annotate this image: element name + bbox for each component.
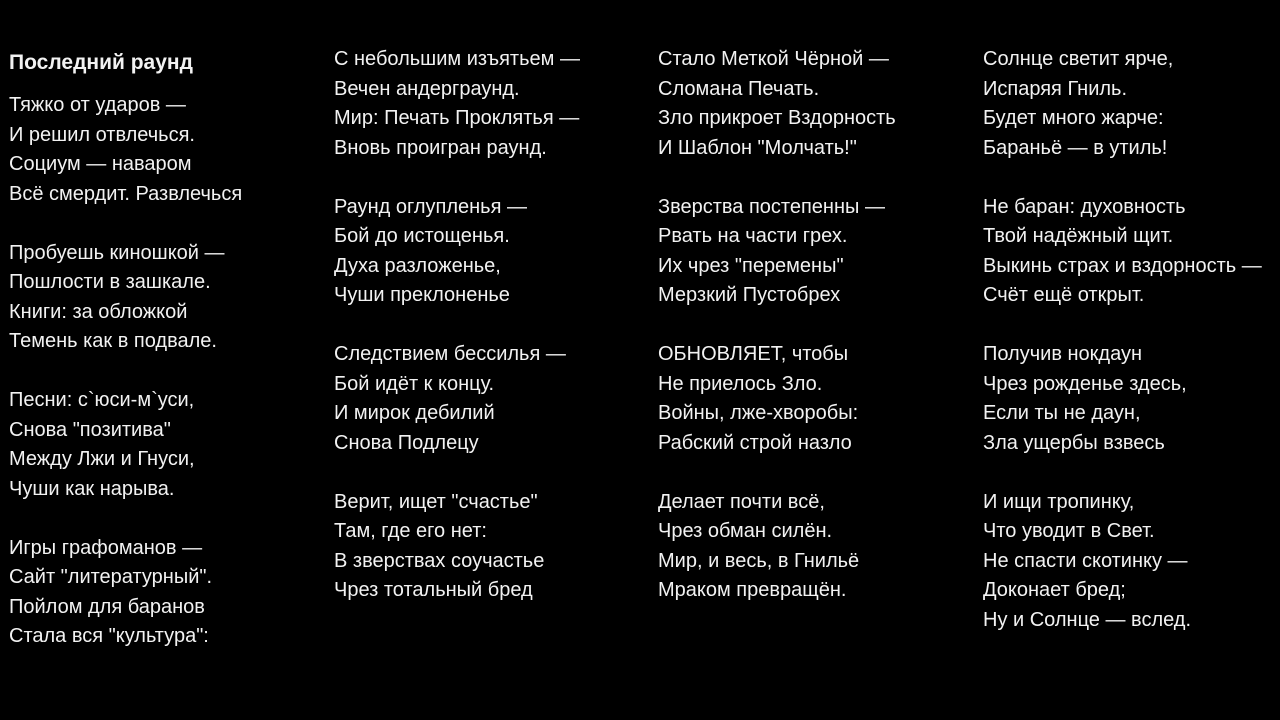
poem-line: Не приелось Зло. — [658, 372, 823, 395]
poem-line: Социум — наваром — [9, 153, 192, 175]
poem-stanza — [658, 340, 978, 458]
poem-column-3 — [658, 47, 978, 635]
poem-line: Пошлости в зашкале. — [9, 271, 211, 293]
poem-stanza — [9, 386, 329, 504]
poem-line: Пробуешь киношкой — — [9, 241, 225, 264]
poem-line: И ищи тропинку, — [983, 490, 1135, 513]
poem-stanza — [983, 193, 1280, 311]
poem-line: В зверствах соучастье — [334, 549, 545, 572]
poem-line: Испаряя Гниль. — [983, 77, 1128, 100]
poem-line: Мир, и весь, в Гнильё — [658, 549, 860, 572]
poem-line: Следствием бессилья — — [334, 343, 566, 365]
poem-line: Чрез тотальный бред — [334, 579, 533, 601]
poem-line: Песни: с`юси-м`уси, — [9, 389, 195, 411]
poem-stanza — [658, 45, 978, 163]
poem-line: Получив нокдаун — [983, 343, 1143, 365]
poem-line: Снова "позитива" — [9, 418, 171, 441]
column-stanzas — [983, 45, 1280, 635]
poem-stanza — [983, 488, 1280, 636]
poem-line: Бой идёт к концу. — [334, 372, 495, 395]
poem-stanza — [334, 488, 654, 606]
poem-line: Выкинь страх и вздорность — — [983, 254, 1262, 277]
poem-line: Стало Меткой Чёрной — — [658, 48, 889, 70]
column-stanzas — [9, 91, 329, 652]
column-stanzas — [658, 45, 978, 606]
poem-line: Между Лжи и Гнуси, — [9, 448, 195, 470]
poem-line: Духа разложенье, — [334, 254, 501, 277]
poem-stanza — [658, 193, 978, 311]
poem-line: Рабский строй назло — [658, 431, 852, 454]
poem-line: Чрез рожденье здесь, — [983, 372, 1187, 395]
poem-line: Стала вся "культура": — [9, 625, 209, 647]
poem-stanza — [983, 340, 1280, 458]
poem-line: Вечен андерграунд. — [334, 77, 520, 100]
poem-line: Чрез обман силён. — [658, 520, 833, 542]
poem-line: Не спасти скотинку — — [983, 549, 1188, 572]
poem-line: Сайт "литературный". — [9, 566, 213, 588]
poem-line: Пойлом для баранов — [9, 595, 205, 618]
poem-line: И Шаблон "Молчать!" — [658, 136, 857, 159]
poem-column-2 — [334, 47, 654, 635]
poem-line: Мерзкий Пустобрех — [658, 284, 841, 306]
poem-line: Рвать на части грех. — [658, 225, 848, 247]
poem-line: Всё смердит. Развлечься — [9, 182, 243, 205]
poem-line: Делает почти всё, — [658, 490, 825, 513]
poem-line: Мраком превращён. — [658, 579, 847, 601]
poem-line: Бой до истощенья. — [334, 225, 510, 247]
poem-line: Верит, ищет "счастье" — [334, 490, 538, 513]
poem-line: Счёт ещё открыт. — [983, 284, 1145, 306]
poem-line: Сломана Печать. — [658, 77, 820, 100]
poem-line: Раунд оглупленья — — [334, 195, 527, 218]
poem-line: Темень как в подвале. — [9, 330, 217, 352]
poem-line: Доконает бред; — [983, 579, 1126, 601]
poem-line: Ну и Солнце — вслед. — [983, 608, 1192, 631]
poem-title: Последний раунд — [9, 51, 193, 74]
poem-line: Их чрез "перемены" — [658, 254, 844, 277]
poem-stanza — [334, 340, 654, 458]
poem-stanza — [9, 534, 329, 652]
poem-line: Тяжко от ударов — — [9, 94, 186, 116]
poem-line: Твой надёжный щит. — [983, 225, 1174, 247]
poem-stanza — [9, 91, 329, 209]
poem-stanza — [9, 239, 329, 357]
poem-column-1 — [9, 47, 329, 681]
poem-line: Зла ущербы взвесь — [983, 431, 1165, 454]
poem-line: Если ты не даун, — [983, 402, 1141, 424]
poem-line: Вновь проигран раунд. — [334, 136, 547, 159]
poem-line: Солнце светит ярче, — [983, 48, 1174, 70]
poem-line: Чуши преклоненье — [334, 284, 510, 306]
poem-stanza — [983, 45, 1280, 163]
poem-stanza — [334, 193, 654, 311]
poem-stanza — [658, 488, 978, 606]
poem-line: Игры графоманов — — [9, 536, 203, 559]
poem-line: И решил отвлечься. — [9, 123, 195, 146]
poem-column-4 — [983, 47, 1280, 665]
poem-line: Бараньё — в утиль! — [983, 136, 1168, 159]
poem-line: Не баран: духовность — [983, 195, 1186, 218]
poem-line: ОБНОВЛЯЕТ, чтобы — [658, 343, 849, 365]
poem-line: Снова Подлецу — [334, 431, 479, 454]
poem-line: Что уводит в Свет. — [983, 520, 1155, 542]
poem-line: И мирок дебилий — [334, 402, 495, 424]
poem-line: Войны, лже-хворобы: — [658, 402, 859, 424]
poem-line: Мир: Печать Проклятья — — [334, 107, 580, 129]
poem-line: Там, где его нет: — [334, 520, 487, 542]
poem-line: Зверства постепенны — — [658, 195, 885, 218]
poem-line: Зло прикроет Вздорность — [658, 107, 896, 129]
poem-stanza — [334, 45, 654, 163]
column-stanzas — [334, 45, 654, 606]
poem-line: С небольшим изъятьем — — [334, 48, 580, 70]
poem-line: Книги: за обложкой — [9, 300, 188, 323]
poem-line: Чуши как нарыва. — [9, 477, 175, 500]
poem-line: Будет много жарче: — [983, 107, 1164, 129]
